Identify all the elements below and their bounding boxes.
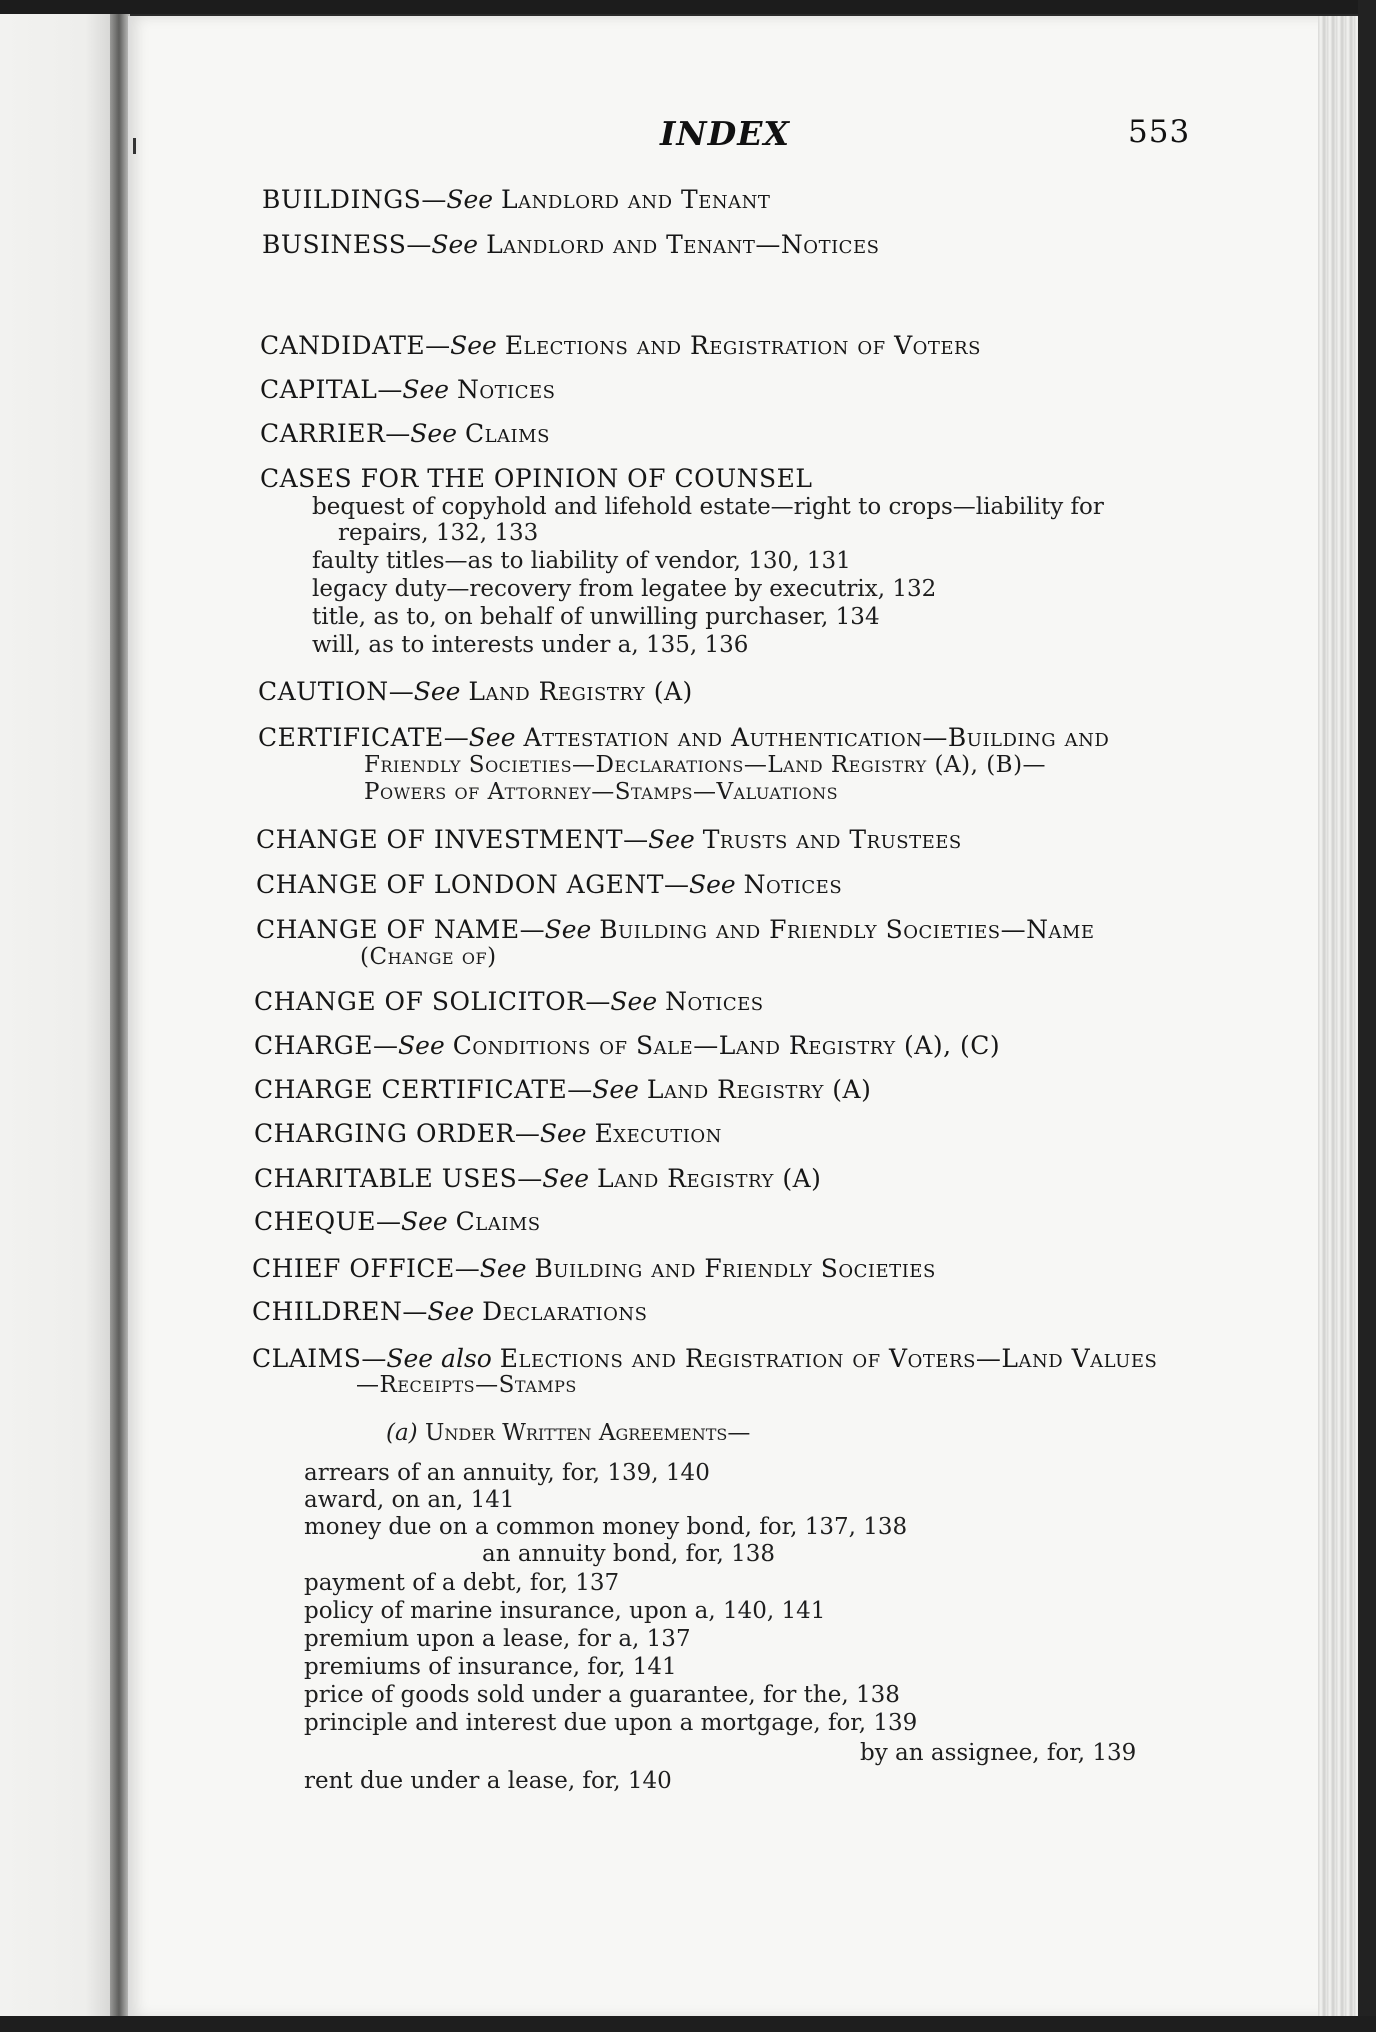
index-entry: CARRIER—See Claims xyxy=(260,419,550,448)
entry-heading: CAPITAL xyxy=(260,375,378,404)
entry-refs: Land Registry (A) xyxy=(468,677,693,706)
section-label: Under Written Agreements— xyxy=(424,1420,751,1446)
see-reference: See xyxy=(539,1119,587,1148)
entry-refs: Landlord and Tenant—Notices xyxy=(486,230,880,259)
see-reference: See xyxy=(544,915,592,944)
entry-heading: CAUTION xyxy=(258,677,389,706)
index-entry: CHEQUE—See Claims xyxy=(254,1207,541,1236)
entry-refs: Land Registry (A) xyxy=(646,1075,872,1104)
index-entry: BUSINESS—See Landlord and Tenant—Notices xyxy=(262,230,880,259)
see-reference: See xyxy=(542,1164,590,1193)
see-reference: See xyxy=(398,1031,445,1060)
see-reference: See xyxy=(427,1297,475,1326)
entry-heading: CHARGING ORDER xyxy=(254,1119,515,1148)
entry-refs: Claims xyxy=(464,419,550,448)
scan-border-bottom xyxy=(0,2016,1376,2032)
entry-heading: CLAIMS xyxy=(252,1344,362,1373)
entry-refs: Declarations xyxy=(482,1297,648,1326)
entry-heading: CANDIDATE xyxy=(260,331,426,360)
see-reference: See xyxy=(592,1075,639,1104)
index-entry: CAPITAL—See Notices xyxy=(260,375,556,404)
sub-entry: bequest of copyhold and lifehold estate—right to crops—liability for xyxy=(312,494,1104,520)
see-reference: See xyxy=(610,987,658,1016)
book-gutter xyxy=(110,14,130,2018)
index-entry: CHARGING ORDER—See Execution xyxy=(254,1119,722,1148)
see-reference: See also xyxy=(386,1344,492,1373)
facing-page xyxy=(0,14,122,2018)
entry-refs: Claims xyxy=(455,1207,541,1236)
claims-section-heading xyxy=(386,1420,750,1447)
page-title: INDEX xyxy=(660,114,790,153)
sub-entry: by an assignee, for, 139 xyxy=(860,1740,1137,1766)
sub-entry: price of goods sold under a guarantee, for the, 138 xyxy=(304,1682,900,1708)
entry-heading: CERTIFICATE xyxy=(258,723,444,752)
sub-entry: payment of a debt, for, 137 xyxy=(304,1570,620,1596)
entry-refs: Land Registry (A) xyxy=(596,1164,822,1193)
sub-entry: premiums of insurance, for, 141 xyxy=(304,1654,677,1680)
entry-heading: CHANGE OF INVESTMENT xyxy=(256,825,624,854)
entry-heading: BUILDINGS xyxy=(262,185,422,214)
sub-entry: an annuity bond, for, 138 xyxy=(482,1541,775,1567)
entry-refs: Notices xyxy=(743,870,843,899)
sub-entry: principle and interest due upon a mortgage, for, 139 xyxy=(304,1710,918,1736)
entry-refs: Landlord and Tenant xyxy=(500,185,771,214)
see-reference: See xyxy=(410,419,457,448)
index-entry: CHANGE OF INVESTMENT—See Trusts and Trustees xyxy=(256,825,962,854)
binding-mark xyxy=(133,138,136,154)
entry-continuation: —Receipts—Stamps xyxy=(356,1372,577,1398)
entry-refs: Building and Friendly Societies xyxy=(534,1254,936,1283)
index-entry: CANDIDATE—See Elections and Registration of Voters xyxy=(260,331,981,360)
see-reference: See xyxy=(402,375,450,404)
see-reference: See xyxy=(688,870,736,899)
entry-heading: CHEQUE xyxy=(254,1207,376,1236)
entry-refs: Attestation and Authentication—Building and xyxy=(523,723,1110,752)
sub-entry: award, on an, 141 xyxy=(304,1487,515,1513)
sub-entry: faulty titles—as to liability of vendor, 130, 131 xyxy=(312,548,851,574)
entry-refs: Elections and Registration of Voters—Land Values xyxy=(499,1344,1158,1373)
section-marker: (a) xyxy=(386,1420,418,1446)
entry-refs: Notices xyxy=(457,375,556,404)
index-entry: CHIEF OFFICE—See Building and Friendly Societies xyxy=(252,1254,936,1283)
index-entry: CLAIMS—See also Elections and Registration of Voters—Land Values xyxy=(252,1344,1158,1373)
index-entry: CHANGE OF NAME—See Building and Friendly Societies—Name xyxy=(256,915,1095,944)
index-entry: CHARGE—See Conditions of Sale—Land Registry (A), (C) xyxy=(254,1031,1001,1060)
see-reference: See xyxy=(413,677,461,706)
sub-entry: premium upon a lease, for a, 137 xyxy=(304,1626,691,1652)
see-reference: See xyxy=(468,723,516,752)
see-reference: See xyxy=(431,230,479,259)
index-entry: CAUTION—See Land Registry (A) xyxy=(258,677,693,706)
see-reference: See xyxy=(648,825,695,854)
sub-entry: arrears of an annuity, for, 139, 140 xyxy=(304,1460,710,1486)
entry-refs: Building and Friendly Societies—Name xyxy=(599,915,1095,944)
entry-heading: BUSINESS xyxy=(262,230,407,259)
index-entry: CERTIFICATE—See Attestation and Authentication—Building and xyxy=(258,723,1110,752)
index-entry: CHILDREN—See Declarations xyxy=(252,1297,648,1326)
entry-heading: CHARITABLE USES xyxy=(254,1164,518,1193)
entry-refs: Trusts and Trustees xyxy=(702,825,962,854)
entry-heading: CASES FOR THE OPINION OF COUNSEL xyxy=(260,464,813,493)
sub-entry: will, as to interests under a, 135, 136 xyxy=(312,632,749,658)
entry-refs: Conditions of Sale—Land Registry (A), (C) xyxy=(452,1031,1001,1060)
index-entry xyxy=(260,465,813,492)
index-entry: CHANGE OF SOLICITOR—See Notices xyxy=(254,987,764,1016)
sub-entry: repairs, 132, 133 xyxy=(338,520,539,546)
entry-heading: CHANGE OF NAME xyxy=(256,915,520,944)
sub-entry: policy of marine insurance, upon a, 140, 141 xyxy=(304,1598,826,1624)
entry-refs: Elections and Registration of Voters xyxy=(504,331,981,360)
index-entry: CHANGE OF LONDON AGENT—See Notices xyxy=(256,870,843,899)
sub-entry: rent due under a lease, for, 140 xyxy=(304,1768,672,1794)
index-entry: CHARGE CERTIFICATE—See Land Registry (A) xyxy=(254,1075,872,1104)
entry-heading: CHARGE CERTIFICATE xyxy=(254,1075,568,1104)
entry-continuation: Friendly Societies—Declarations—Land Registry (A), (B)— xyxy=(364,752,1047,778)
entry-heading: CHARGE xyxy=(254,1031,374,1060)
entry-heading: CHIEF OFFICE xyxy=(252,1254,455,1283)
entry-refs: Notices xyxy=(665,987,764,1016)
see-reference: See xyxy=(479,1254,527,1283)
page-number: 553 xyxy=(1128,114,1191,150)
entry-continuation: (Change of) xyxy=(360,944,497,970)
entry-refs: Execution xyxy=(594,1119,722,1148)
entry-continuation: Powers of Attorney—Stamps—Valuations xyxy=(364,779,839,805)
page-edges xyxy=(1318,16,1358,2018)
sub-entry: money due on a common money bond, for, 137, 138 xyxy=(304,1514,908,1540)
see-reference: See xyxy=(401,1207,448,1236)
see-reference: See xyxy=(446,185,494,214)
entry-heading: CHILDREN xyxy=(252,1297,403,1326)
entry-heading: CHANGE OF LONDON AGENT xyxy=(256,870,664,899)
scan-border-right xyxy=(1358,0,1376,2032)
entry-heading: CHANGE OF SOLICITOR xyxy=(254,987,586,1016)
index-entry: BUILDINGS—See Landlord and Tenant xyxy=(262,185,771,214)
see-reference: See xyxy=(450,331,497,360)
entry-heading: CARRIER xyxy=(260,419,386,448)
sub-entry: title, as to, on behalf of unwilling purchaser, 134 xyxy=(312,604,880,630)
index-entry: CHARITABLE USES—See Land Registry (A) xyxy=(254,1164,822,1193)
scan-border-top xyxy=(0,0,1376,14)
sub-entry: legacy duty—recovery from legatee by executrix, 132 xyxy=(312,576,937,602)
